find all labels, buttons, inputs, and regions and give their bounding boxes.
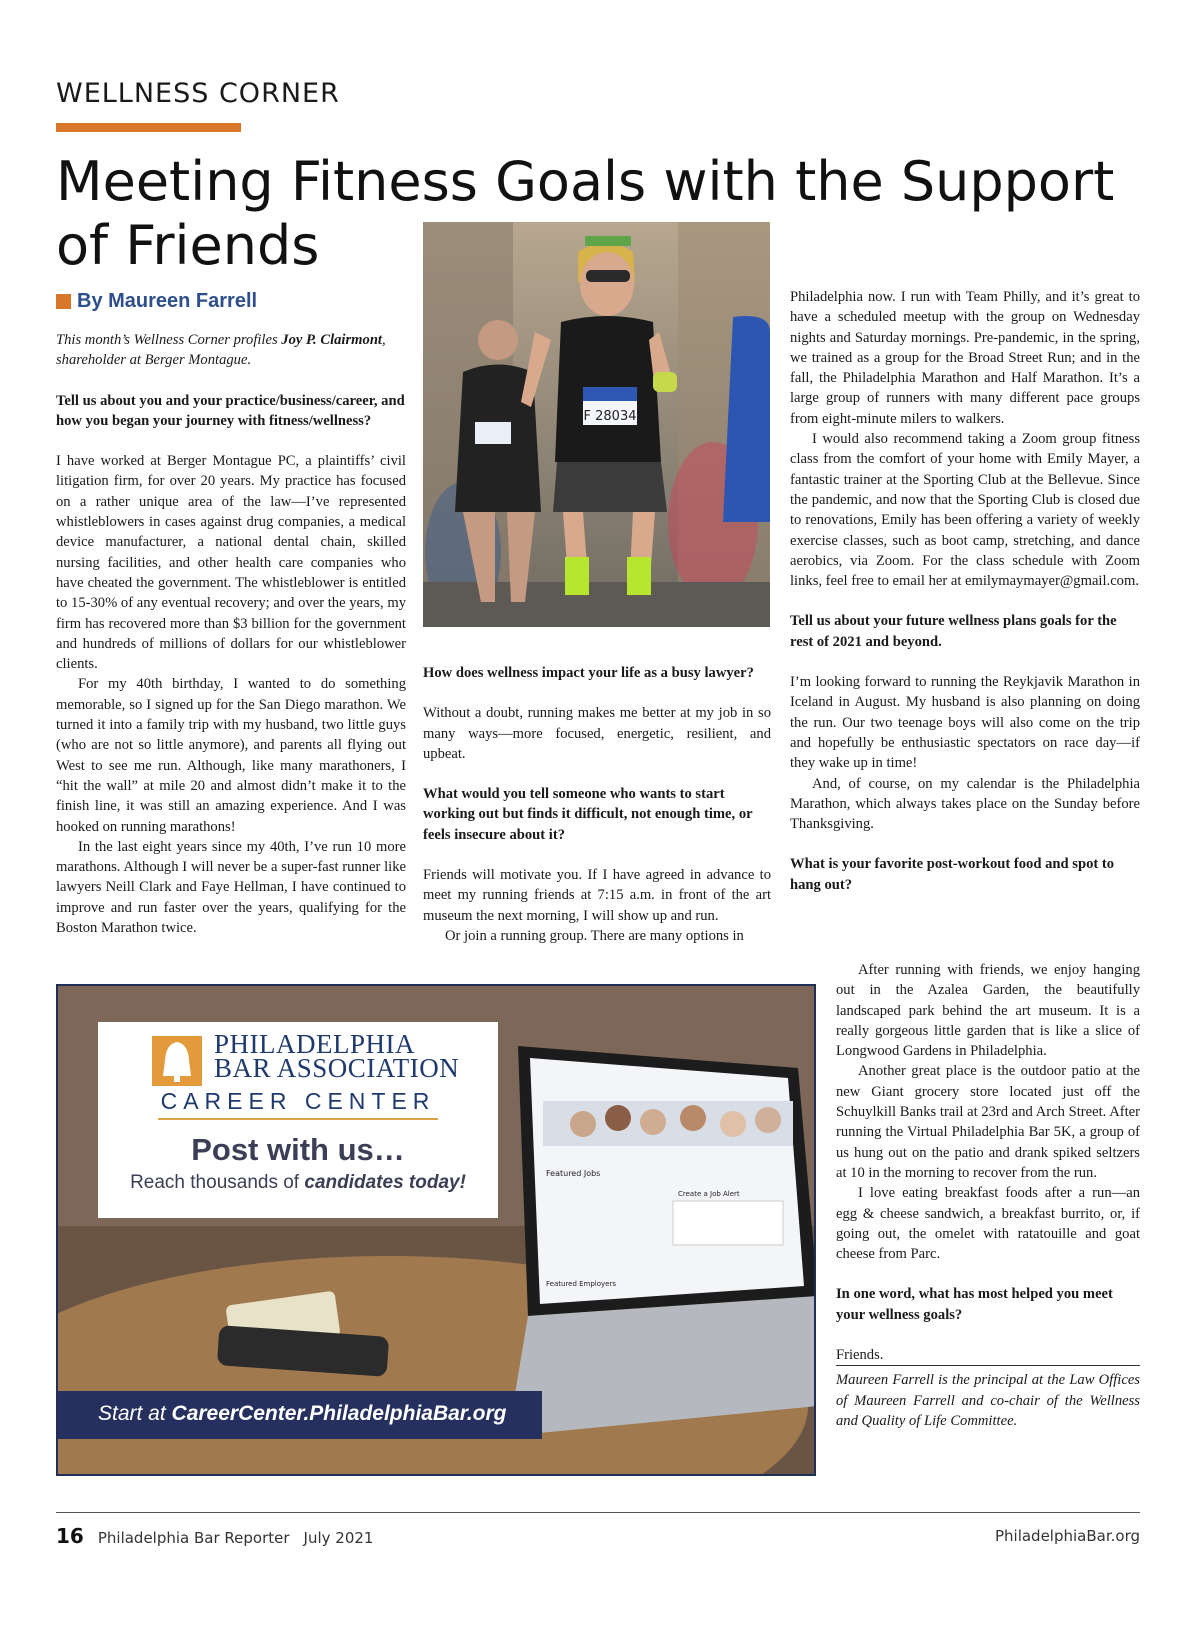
question-6: In one word, what has most helped you meet your wellness goals? <box>836 1286 1113 1323</box>
ad-reach-em: candidates today! <box>304 1172 466 1193</box>
byline-square-icon <box>56 294 71 309</box>
section-rule <box>56 123 241 132</box>
question-5: What is your favorite post-workout food and spot to hang out? <box>790 856 1115 893</box>
question-2: How does wellness impact your life as a busy lawyer? <box>423 665 754 681</box>
question-4: Tell us about your future wellness plans goals for the rest of 2021 and beyond. <box>790 613 1117 650</box>
answer-5-para-3: I love eating breakfast foods after a run—an egg & cheese sandwich, a breakfast burrito, or, if going out, the omelet with ratatouille and goat cheese from Parc. <box>836 1185 1140 1263</box>
ad-url-bar[interactable] <box>58 1391 542 1439</box>
answer-1-para-1: I have worked at Berger Montague PC, a plaintiffs’ civil litigation firm, for over 20 years. My practice has focused on a rather unique area of the law—I’ve represented whistleblowers in cases against drug companies, a medical device manufacturer, a national dental chain, skilled nursing facilities, and other health care companies who have cheated the government. The whistleblower is entitled to 15-30% of any eventual recovery; and over the years, my firm has recovered more than $3 billion for the government and hundreds of millions of dollars for our whistleblower clients. <box>56 453 406 673</box>
intro-post: , shareholder at Berger Montague. <box>56 332 386 369</box>
ad-gold-rule <box>158 1118 438 1120</box>
ad-logo-panel <box>98 1022 498 1218</box>
publication-date: July 2021 <box>303 1529 374 1547</box>
ad-career-center: CAREER CENTER <box>160 1088 436 1114</box>
liberty-bell-icon <box>152 1036 202 1086</box>
ad-start-url[interactable]: CareerCenter.PhiladelphiaBar.org <box>171 1402 507 1425</box>
column-right <box>790 287 1140 895</box>
footer-site[interactable]: PhiladelphiaBar.org <box>994 1527 1140 1545</box>
article-title: Meeting Fitness Goals with the Support of Friends <box>56 150 1115 277</box>
page-number: 16 <box>56 1524 84 1548</box>
question-3: What would you tell someone who wants to start working out but finds it difficult, not enough time, or feels insecure about it? <box>423 786 753 843</box>
runner-photo <box>423 222 770 627</box>
footer-left <box>56 1524 373 1548</box>
intro-pre: This month’s Wellness Corner profiles <box>56 332 282 348</box>
screen-job-alert: Create a Job Alert <box>678 1190 740 1198</box>
answer-1-para-3: In the last eight years since my 40th, I’ve run 10 more marathons. Although I will never be a super-fast runner like lawyers Neill Clark and Faye Hellman, I have continued to improve and run faster over the years, qualifying for the Boston Marathon twice. <box>56 838 406 937</box>
answer-3-para-2: Or join a running group. There are many options in <box>445 927 744 944</box>
answer-2: Without a doubt, running makes me better at my job in so many ways—more focused, energetic, resilient, and upbeat. <box>423 705 771 762</box>
answer-5-para-1: After running with friends, we enjoy hanging out in the Azalea Garden, the beautifully landscaped park behind the art museum. It is a really gorgeous little garden that is like a slice of Longwood Gardens in Philadelphia. <box>836 962 1140 1060</box>
screen-featured-jobs: Featured Jobs <box>546 1169 601 1178</box>
ad-post-with-us: Post with us… <box>191 1132 405 1167</box>
publication-name: Philadelphia Bar Reporter <box>97 1529 290 1547</box>
career-center-ad[interactable] <box>56 984 816 1476</box>
answer-4-para-1: I’m looking forward to running the Reykjavik Marathon in Iceland in August. My husband is also planning on doing the run. Our two teenage boys will also come on the trip and hopefully be enthusiastic spectators on race day—if they wake up in time! <box>790 674 1140 772</box>
answer-4-para-2: And, of course, on my calendar is the Philadelphia Marathon, which always takes place on the Sunday before Thanksgiving. <box>790 775 1140 833</box>
column-right-lower <box>836 960 1140 1431</box>
column-middle <box>423 663 771 946</box>
answer-3-para-1: Friends will motivate you. If I have agreed in advance to meet my running friends at 7:15 a.m. in front of the art museum the next morning, I will show up and run. <box>423 867 771 924</box>
answer-5-para-2: Another great place is the outdoor patio at the new Giant grocery store located just off the Schuylkill Banks trail at 23rd and Arch Street. After running the Virtual Philadelphia Bar 5K, a group of us hung out on the patio and drank spiked seltzers at 10 in the morning to recover from the run. <box>836 1063 1140 1181</box>
screen-featured-employers: Featured Employers <box>546 1280 617 1288</box>
question-1: Tell us about you and your practice/business/career, and how you began your journey with fitness/wellness? <box>56 392 405 429</box>
right-para-2: I would also recommend taking a Zoom group fitness class from the comfort of your home with Emily Mayer, a fantastic trainer at the Sporting Club at the Bellevue. Since the pandemic, and now that the Sporting Club is closed due to renovations, Emily has been offering a variety of weekly exercise classes, such as boot camp, stretching, and dance aerobics, via Zoom. For the class schedule with Zoom links, feel free to email her at emilymaymayer@gmail.com. <box>790 431 1140 590</box>
runner-photo-illustration <box>423 222 770 627</box>
ad-org-line1: PHILADELPHIA <box>214 1029 415 1059</box>
answer-1-para-2: For my 40th birthday, I wanted to do something memorable, so I signed up for the San Diego marathon. We turned it into a family trip with my husband, two little guys (who are not so little anymore), and parents all flying out West to see me run. Although, like many marathoners, I “hit the wall” at mile 20 and almost didn’t make it to the finish line, it was still an amazing experience. And I was hooked on running marathons! <box>56 676 406 835</box>
column-left <box>56 330 406 938</box>
ad-start-pre: Start at <box>98 1402 172 1425</box>
ad-reach-text <box>98 1172 498 1194</box>
author-note: Maureen Farrell is the principal at the Law Offices of Maureen Farrell and co-chair of the Wellness and Quality of Life Committee. <box>836 1365 1140 1431</box>
answer-6: Friends. <box>836 1347 884 1364</box>
bib-number: F 28034 <box>583 409 637 424</box>
right-para-1: Philadelphia now. I run with Team Philly, and it’s great to have a scheduled meetup with the group on Wednesday nights and Saturday mornings. Pre-pandemic, in the spring, we trained as a group for the Broad Street Run; and in the fall, the Philadelphia Marathon and Half Marathon. It’s a large group of runners with many different pace groups from eight-minute milers to walkers. <box>790 289 1140 427</box>
ad-org-line2: BAR ASSOCIATION <box>214 1053 460 1083</box>
byline-text: By Maureen Farrell <box>77 290 258 312</box>
section-label: WELLNESS CORNER <box>56 78 340 109</box>
ad-reach-pre: Reach thousands of <box>130 1172 305 1193</box>
intro-name: Joy P. Clairmont <box>281 332 382 348</box>
byline <box>56 290 257 313</box>
footer-rule <box>56 1512 1140 1513</box>
ad-org-name <box>214 1029 460 1083</box>
intro <box>56 330 406 371</box>
